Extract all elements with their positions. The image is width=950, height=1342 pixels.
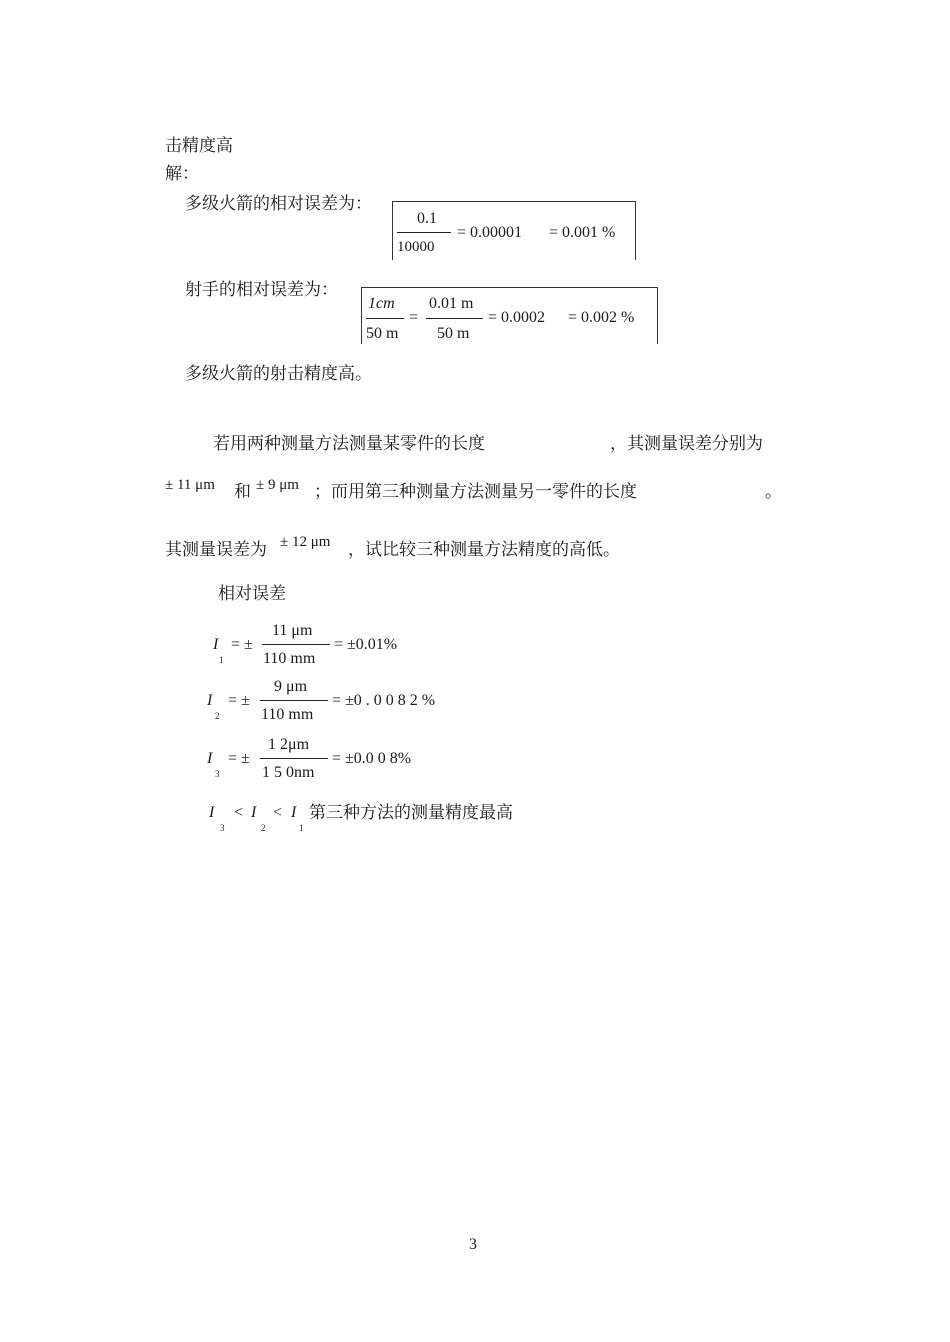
cmp-lt1: <	[234, 804, 244, 821]
problem-line3-b: ，试比较三种测量方法精度的高低。	[348, 540, 620, 560]
problem-line1-b: ，其测量误差分别为	[610, 434, 763, 454]
rocket-formula-box	[392, 201, 636, 260]
i1-denominator: 110 mm	[263, 650, 316, 667]
shooter-f1-bar	[366, 318, 404, 319]
rocket-eq1: = 0.00001	[457, 224, 523, 241]
problem-line2: ；而用第三种测量方法测量另一零件的长度	[314, 482, 637, 502]
i1-result: = ±0.01%	[334, 636, 398, 653]
shooter-eqsign: =	[409, 309, 419, 326]
shooter-f2-bar	[426, 318, 483, 319]
i3-fraction-bar	[260, 758, 328, 759]
shooter-formula-box	[361, 287, 658, 344]
shooter-f2-den: 50 m	[437, 325, 470, 342]
i3-denominator: 1 5 0nm	[262, 764, 315, 781]
i2-fraction-bar	[260, 700, 328, 701]
shooter-f1-num: 1cm	[368, 295, 395, 312]
i3-numerator: 1 2μm	[268, 736, 310, 753]
i3-subscript: 3	[215, 769, 220, 779]
problem-line3-a: 其测量误差为	[165, 540, 267, 560]
cmp-s1: 1	[299, 823, 304, 833]
header-line-2: 解：	[165, 164, 199, 184]
rocket-fraction-bar	[397, 232, 451, 233]
cmp-s3: 3	[220, 823, 225, 833]
i2-subscript: 2	[215, 711, 220, 721]
i3-result: = ±0.0 0 8%	[332, 750, 412, 767]
shooter-f2-num: 0.01 m	[429, 295, 474, 312]
i2-denominator: 110 mm	[261, 706, 314, 723]
i3-symbol: I	[207, 750, 213, 767]
solution-conclusion: 多级火箭的射击精度高。	[185, 364, 372, 384]
problem-and: 和	[234, 482, 251, 502]
i3-pm: = ±	[228, 750, 250, 767]
problem-line2-end: 。	[765, 482, 782, 502]
i1-pm: = ±	[231, 636, 253, 653]
i1-fraction-bar	[262, 644, 330, 645]
i1-numerator: 11 μm	[272, 622, 313, 639]
i2-result: = ±0 . 0 0 8 2 %	[332, 692, 436, 709]
cmp-i2: I	[251, 804, 257, 821]
problem-error-2: ± 9 μm	[256, 477, 299, 493]
cmp-i3: I	[209, 804, 215, 821]
rocket-denominator: 10000	[397, 239, 435, 255]
i1-symbol: I	[213, 636, 219, 653]
rocket-eq2: = 0.001 %	[549, 224, 616, 241]
rocket-numerator: 0.1	[417, 210, 437, 227]
i2-symbol: I	[207, 692, 213, 709]
problem-error-3: ± 12 μm	[280, 534, 331, 550]
i2-pm: = ±	[228, 692, 250, 709]
shooter-label: 射手的相对误差为：	[185, 280, 338, 300]
cmp-s2: 2	[261, 823, 266, 833]
i1-subscript: 1	[219, 655, 224, 665]
rocket-label: 多级火箭的相对误差为：	[185, 194, 372, 214]
cmp-lt2: <	[273, 804, 283, 821]
cmp-text: 第三种方法的测量精度最高	[309, 803, 513, 823]
problem-line1-a: 若用两种测量方法测量某零件的长度	[213, 434, 485, 454]
i2-numerator: 9 μm	[274, 678, 308, 695]
problem-error-1: ± 11 μm	[165, 477, 215, 493]
header-line-1: 击精度高	[165, 136, 233, 156]
answer-heading: 相对误差	[218, 584, 286, 604]
shooter-f1-den: 50 m	[366, 325, 399, 342]
shooter-eq2: = 0.002 %	[568, 309, 635, 326]
cmp-i1: I	[291, 804, 297, 821]
shooter-eq1: = 0.0002	[488, 309, 546, 326]
page-number: 3	[469, 1236, 477, 1253]
